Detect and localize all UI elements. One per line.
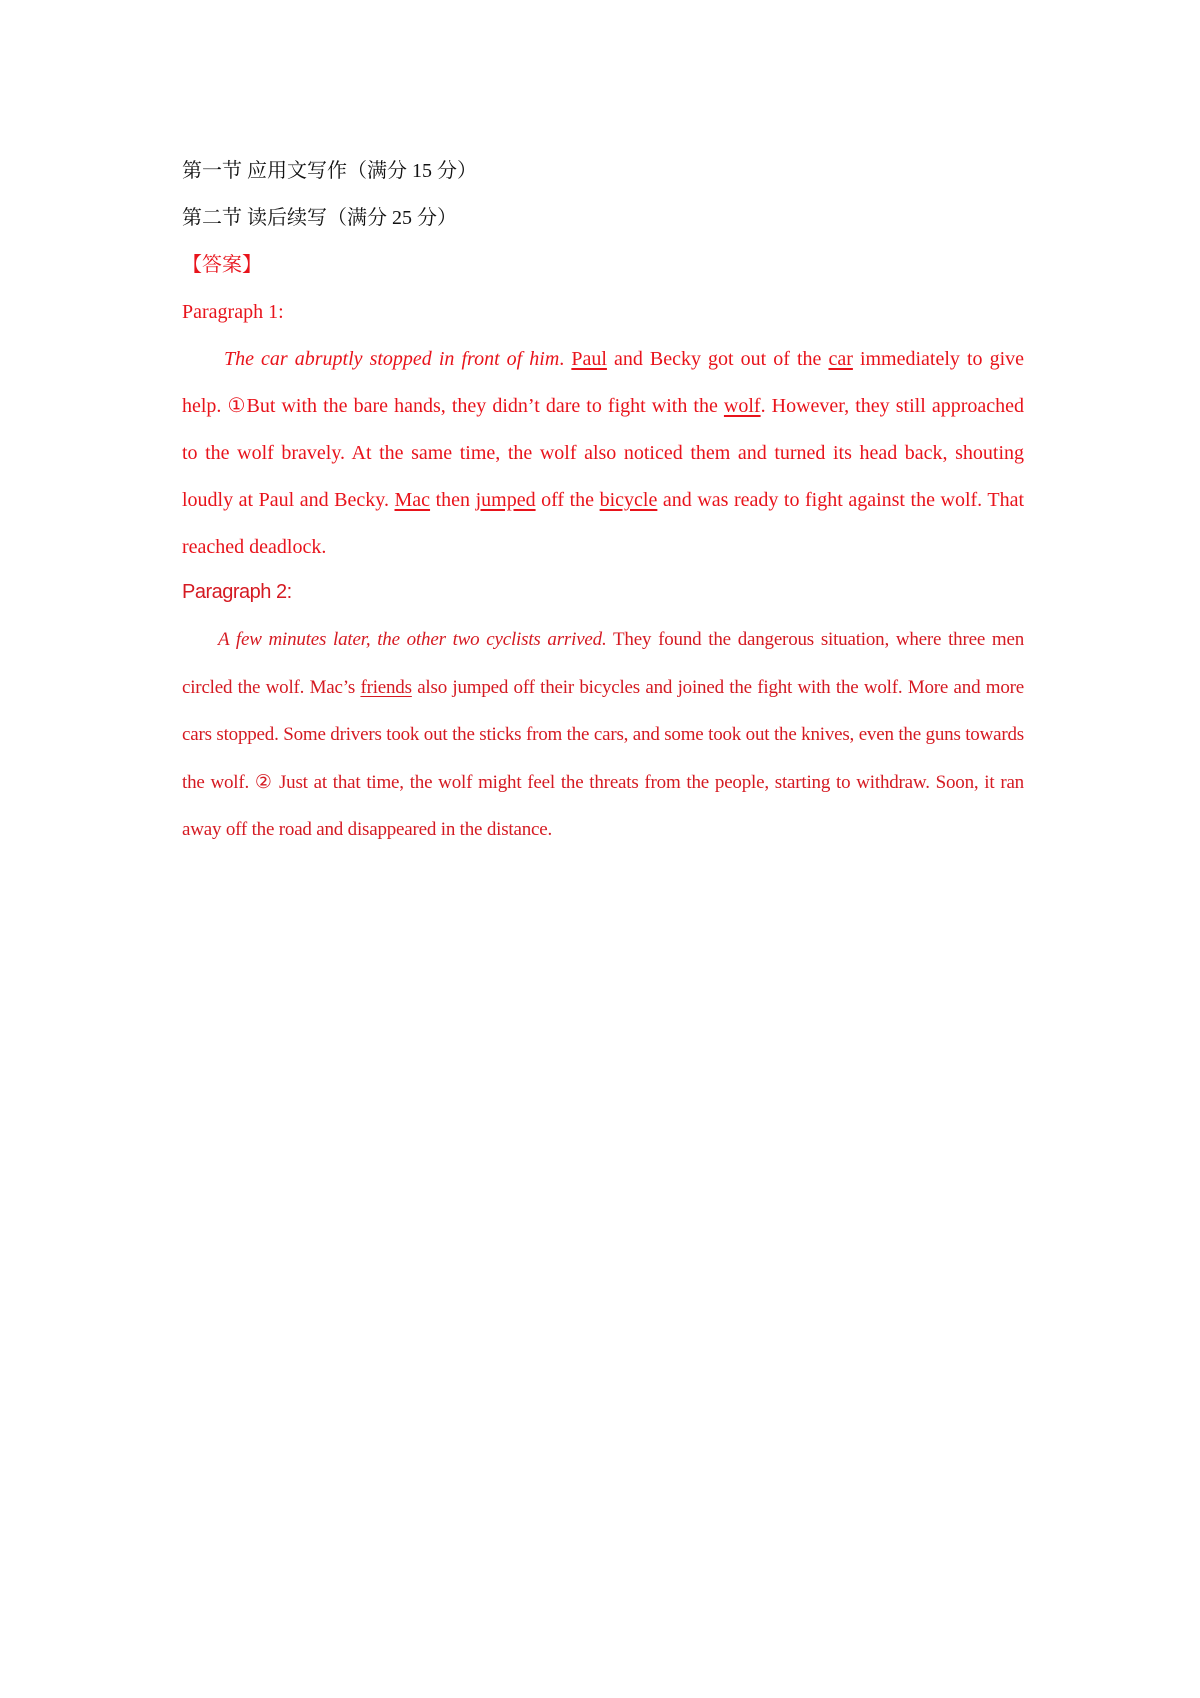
text-run: and was ready to fight against the wolf. That reached deadlock.	[182, 489, 1025, 558]
section-heading-1: 第一节 应用文写作（满分 15 分）	[182, 160, 477, 182]
keyword-friends: friends	[360, 676, 412, 698]
keyword-bicycle: bicycle	[599, 489, 658, 511]
text-run: immediately to give help. ①But with the bare hands, they didn’t dare to fight with the	[182, 348, 1025, 417]
keyword-jumped: jumped	[475, 489, 536, 511]
paragraph-2-opening: A few minutes later, the other two cyclists arrived.	[218, 629, 607, 650]
text-run: and Becky got out of the	[606, 348, 829, 370]
keyword-mac: Mac	[394, 489, 431, 511]
text-run: They found the dangerous situation, where three men circled the wolf. Mac’s	[182, 629, 1025, 698]
paragraph-2-label: Paragraph 2:	[182, 581, 292, 603]
keyword-paul: Paul	[571, 348, 607, 370]
text-run: . However, they still approached to the wolf bravely. At the same time, the wolf also noticed them and turned its head back, shouting loudly at Paul and Becky.	[182, 395, 1024, 511]
paragraph-1-text	[182, 336, 1024, 571]
text-run: also jumped off their bicycles and joined the fight with the wolf. More and more cars stopped. Some drivers took out the sticks from the cars, and some took out the knives, even the guns towards the wolf. ② Just at that time, the wolf might feel the threats from the people, starting to withdraw. Soon, it ran away off the road and disappeared in the distance.	[182, 676, 1025, 840]
paragraph-2-text	[182, 616, 1024, 854]
answer-label: 【答案】	[182, 254, 262, 276]
paragraph-1-label: Paragraph 1:	[182, 301, 284, 323]
text-run: .	[559, 348, 572, 370]
text-run: off the	[535, 489, 600, 511]
keyword-car: car	[828, 348, 853, 370]
text-run: then	[430, 489, 476, 511]
paragraph-1-opening: The car abruptly stopped in front of him	[224, 348, 560, 370]
keyword-wolf: wolf	[723, 395, 761, 417]
document-page	[182, 148, 1024, 854]
section-heading-2: 第二节 读后续写（满分 25 分）	[182, 207, 457, 229]
